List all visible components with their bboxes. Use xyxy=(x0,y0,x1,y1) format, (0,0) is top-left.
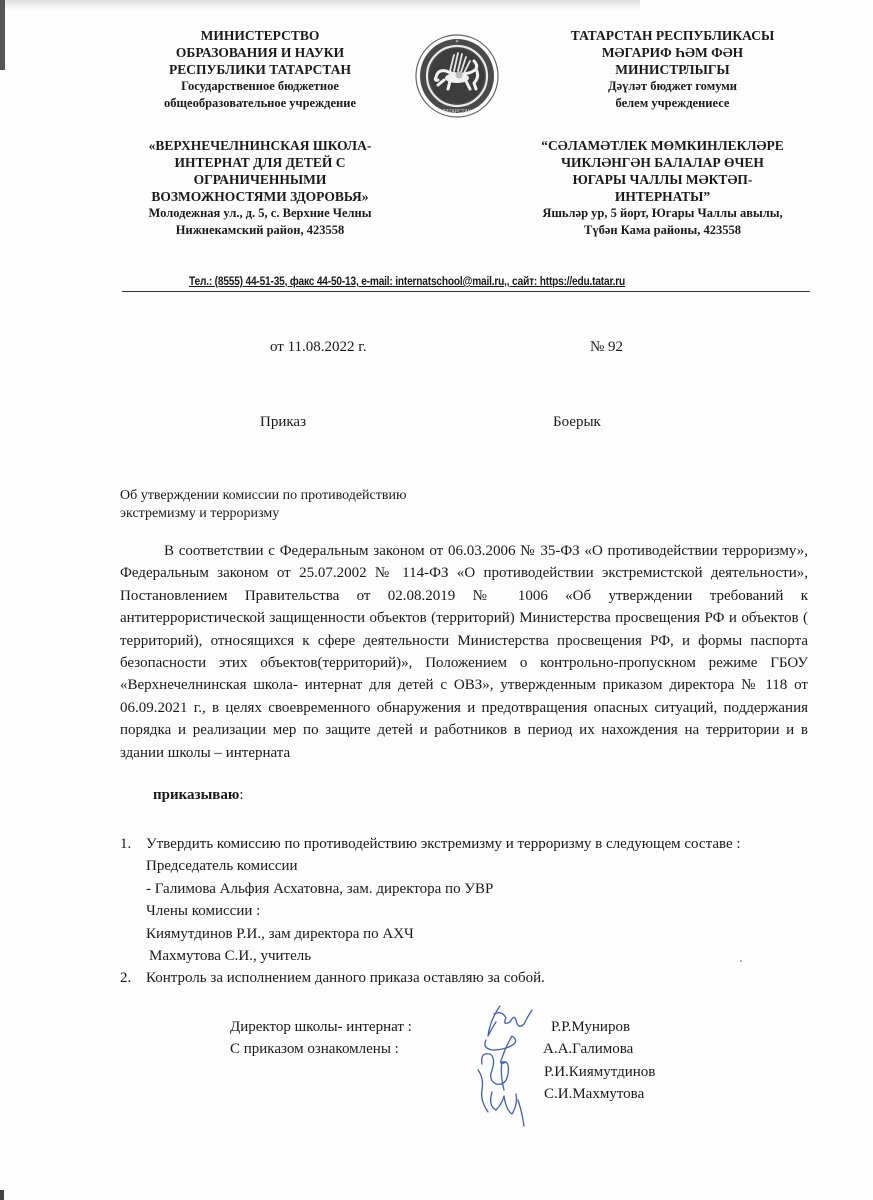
scan-speck xyxy=(740,960,742,962)
document-body xyxy=(120,540,808,764)
header-line: РЕСПУБЛИКИ ТАТАРСТАН xyxy=(169,62,351,77)
subject-line: Об утверждении комиссии по противодействию xyxy=(120,488,407,503)
scan-shadow-left xyxy=(0,0,5,70)
header-left-organization xyxy=(110,137,410,239)
header-right-ministry xyxy=(525,27,820,112)
document-date: от 11.08.2022 г. xyxy=(270,339,367,355)
header-line: общеобразовательное учреждение xyxy=(164,96,356,110)
item-line: Махмутова С.И., учитель xyxy=(149,948,312,965)
signatory-names xyxy=(541,1016,655,1106)
org-address: Түбән Кама районы, 423558 xyxy=(583,223,742,237)
tatarstan-coat-of-arms-icon xyxy=(414,33,500,119)
org-line: ЮГАРЫ ЧАЛЛЫ МӘКТӘП- xyxy=(572,172,753,187)
org-address: Молодежная ул., д. 5, с. Верхние Челны xyxy=(148,206,372,220)
header-line: Государственное бюджетное xyxy=(181,79,339,93)
header-line: МӘГАРИФ ҺӘМ ФӘН xyxy=(601,45,744,60)
org-address: Яшьләр ур, 5 йорт, Югары Чаллы авылы, xyxy=(542,206,783,220)
org-line: «ВЕРХНЕЧЕЛНИНСКАЯ ШКОЛА- xyxy=(148,138,372,153)
document-type-ru: Приказ xyxy=(260,414,307,430)
header-divider xyxy=(122,291,810,292)
org-line: ИНТЕРНАТЫ” xyxy=(614,189,711,204)
order-items xyxy=(120,833,808,990)
header-line: белем учреждениесе xyxy=(615,96,730,110)
org-line: ЧИКЛӘНГӘН БАЛАЛАР ӨЧЕН xyxy=(561,155,764,170)
signatory-name: А.А.Галимова xyxy=(543,1041,634,1058)
header-left-ministry xyxy=(120,27,400,112)
org-line: “СӘЛАМӘТЛЕК МӨМКИНЛЕКЛӘРЕ xyxy=(541,138,784,153)
header-line: ТАТАРСТАН РЕСПУБЛИКАСЫ xyxy=(570,28,775,43)
signature-labels xyxy=(230,1016,412,1061)
org-line: ИНТЕРНАТ ДЛЯ ДЕТЕЙ С xyxy=(174,155,346,170)
document-number: № 92 xyxy=(590,339,624,355)
order-keyword-colon: : xyxy=(239,787,244,803)
header-line: ОБРАЗОВАНИЯ И НАУКИ xyxy=(175,45,345,60)
item-line: Члены комиссии : xyxy=(146,903,261,920)
body-paragraph: В соответствии с Федеральным законом от 06.03.2006 № 35-ФЗ «О противодействии терроризму», Федеральным законом от 25.07.2002 № 114-ФЗ «О противодействии экстремистской деятельности», Постановлением Правительства от 02.08.2019 № 1006 «Об утверждении требований к антитеррористической защищенности объектов (территорий) Министерства просвещения РФ и объектов ( территорий), относящихся к сфере деятельности Министерства просвещения РФ, и формы паспорта безопасности этих объектов(территорий)», Положением о контрольно-пропускном режиме ГБОУ «Верхнечелнинская школа- интернат для детей с ОВЗ», утвержденным приказом директора № 118 от 06.09.2021 г., в целях своевременного обнаружения и предотвращения опасных ситуаций, поддержания порядка и реализации мер по защите детей и работников в период их нахождения на территории и в здании школы – интерната xyxy=(120,543,808,761)
subject-line: экстремизму и терроризму xyxy=(120,506,280,521)
signatory-name: Р.И.Киямутдинов xyxy=(544,1063,656,1080)
scan-shadow-top xyxy=(0,0,640,10)
item-line: Утвердить комиссию по противодействию экстремизму и терроризму в следующем составе : xyxy=(146,836,741,852)
header-right-organization xyxy=(505,137,820,239)
acquainted-label: С приказом ознакомлены : xyxy=(230,1041,399,1058)
document-subject xyxy=(120,487,406,523)
order-keyword xyxy=(153,787,244,804)
svg-text:✶: ✶ xyxy=(454,39,460,45)
signatory-name: С.И.Махмутова xyxy=(544,1086,645,1103)
director-label: Директор школы- интернат : xyxy=(230,1019,412,1035)
header-line: МИНИСТЕРСТВО xyxy=(200,28,320,43)
svg-text:ТАТАРСТАН: ТАТАРСТАН xyxy=(442,109,472,115)
scan-shadow-left-bottom xyxy=(0,1190,4,1200)
header-line: Дәүләт бюджет гомуми xyxy=(607,79,738,93)
order-keyword-text: приказываю xyxy=(153,787,240,803)
order-item xyxy=(120,967,808,989)
contact-text: Тел.: (8555) 44-51-35, факс 44-50-13, e-mail: internatschool@mail.ru,, сайт: https://edu.tatar.ru xyxy=(189,276,626,288)
item-line: Председатель комиссии xyxy=(146,858,298,875)
item-line: - Галимова Альфия Асхатовна, зам. директора по УВР xyxy=(146,880,494,897)
header-line: МИНИСТРЛЫГЫ xyxy=(615,62,730,77)
signatory-name: Р.Р.Муниров xyxy=(551,1019,631,1035)
item-line: Киямутдинов Р.И., зам директора по АХЧ xyxy=(146,925,414,942)
org-line: ОГРАНИЧЕННЫМИ xyxy=(193,172,327,187)
handwritten-signature-icon xyxy=(462,1000,542,1130)
document-type-tt: Боерык xyxy=(553,414,601,430)
list-marker: 2. xyxy=(120,970,132,987)
list-marker: 1. xyxy=(120,836,132,852)
org-address: Нижнекамский район, 423558 xyxy=(175,223,345,237)
item-line: Контроль за исполнением данного приказа оставляю за собой. xyxy=(146,970,545,987)
order-item xyxy=(120,833,808,967)
org-line: ВОЗМОЖНОСТЯМИ ЗДОРОВЬЯ» xyxy=(151,189,369,204)
